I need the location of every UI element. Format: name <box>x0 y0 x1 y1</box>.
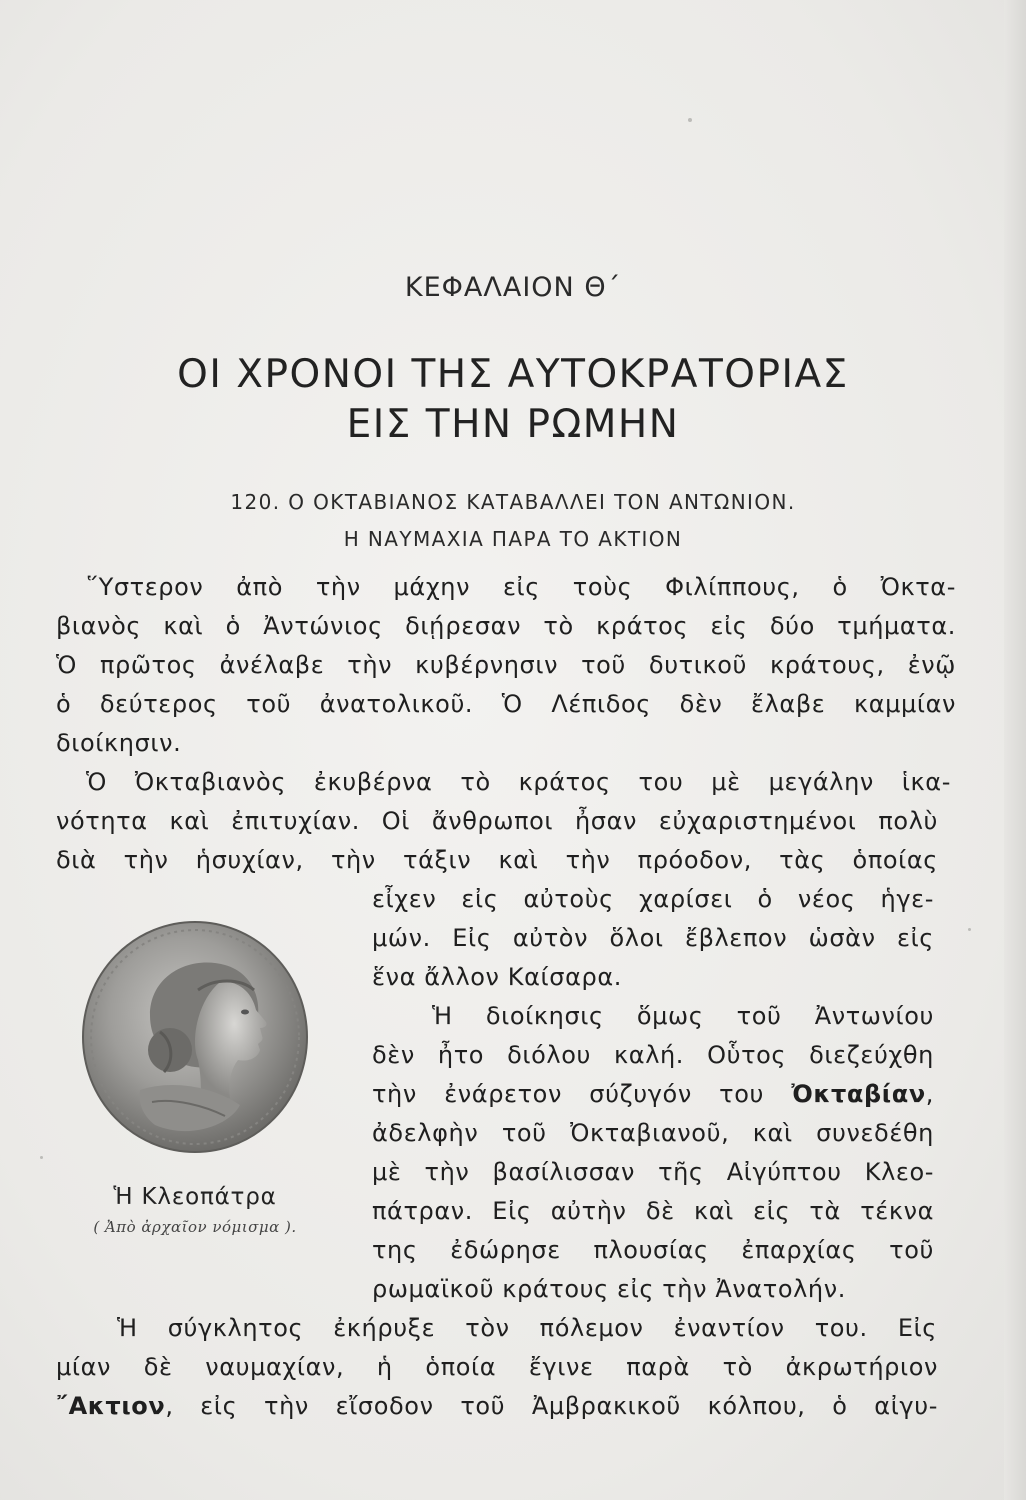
page-edge-shadow <box>1004 0 1026 1500</box>
cleopatra-coin-image <box>80 920 310 1155</box>
figure-subcaption: ( Ἀπὸ ἀρχαῖον νόμισμα ). <box>93 1218 297 1236</box>
text-line: βιανὸς καὶ ὁ Ἀντώνιος διῄρεσαν τὸ κράτος εἰς δύο τμήματα. <box>56 612 956 640</box>
text-line: ρωμαϊκοῦ κράτους εἰς τὴν Ἀνατολήν. <box>372 1275 846 1303</box>
text-line: ῞Υστερον ἀπὸ τὴν μάχην εἰς τοὺς Φιλίππους, ὁ Ὀκτα- <box>86 573 956 601</box>
chapter-title-line-1: ΟΙ ΧΡΟΝΟΙ ΤΗΣ ΑΥΤΟΚΡΑΤΟΡΙΑΣ <box>177 352 849 397</box>
coin-illustration <box>80 920 310 1155</box>
chapter-heading: ΚΕΦΑΛΑΙΟΝ Θ΄ <box>404 272 622 303</box>
text-line: μίαν δὲ ναυμαχίαν, ἡ ὁποία ἔγινε παρὰ τὸ ἀκρωτήριον <box>56 1353 938 1381</box>
text-line: μὲ τὴν βασίλισσαν τῆς Αἰγύπτου Κλεο- <box>372 1158 934 1186</box>
bold-place-actium: ῎Ακτιον <box>56 1392 166 1420</box>
text-line: ἕνα ἄλλον Καίσαρα. <box>372 963 622 991</box>
bold-name-octavia: Ὀκταβίαν <box>791 1080 926 1108</box>
text-line: πάτραν. Εἰς αὐτὴν δὲ καὶ εἰς τὰ τέκνα <box>372 1197 934 1225</box>
text-line: διοίκησιν. <box>56 729 182 757</box>
text-line <box>372 1080 934 1108</box>
text-line: εἶχεν εἰς αὐτοὺς χαρίσει ὁ νέος ἡγε- <box>372 885 934 913</box>
text-line <box>56 1392 938 1420</box>
text-line: Ὁ Ὀκταβιανὸς ἐκυβέρνα τὸ κράτος του μὲ μεγάλην ἱκα- <box>86 768 951 796</box>
text-fragment: , <box>925 1080 934 1108</box>
section-heading-line-1: 120. Ο ΟΚΤΑΒΙΑΝΟΣ ΚΑΤΑΒΑΛΛΕΙ ΤΟΝ ΑΝΤΩΝΙΟΝ. <box>230 490 796 514</box>
chapter-title-line-2: ΕΙΣ ΤΗΝ ΡΩΜΗΝ <box>346 402 680 447</box>
text-line: δὲν ἦτο διόλου καλή. Οὗτος διεζεύχθη <box>372 1041 934 1069</box>
text-line: ἀδελφὴν τοῦ Ὀκταβιανοῦ, καὶ συνεδέθη <box>372 1119 934 1147</box>
text-line: νότητα καὶ ἐπιτυχίαν. Οἱ ἄνθρωποι ἦσαν εὐχαριστημένοι πολὺ <box>56 807 938 835</box>
text-line: Ἡ διοίκησις ὅμως τοῦ Ἀντωνίου <box>432 1002 934 1030</box>
text-line: ὁ δεύτερος τοῦ ἀνατολικοῦ. Ὁ Λέπιδος δὲν ἔλαβε καμμίαν <box>56 690 956 718</box>
text-fragment: , εἰς τὴν εἴσοδον τοῦ Ἀμβρακικοῦ κόλπου, ὁ αἰγυ- <box>165 1392 938 1420</box>
text-line: της ἐδώρησε πλουσίας ἐπαρχίας τοῦ <box>372 1236 934 1264</box>
text-fragment: τὴν ἐνάρετον σύζυγόν του <box>372 1080 764 1108</box>
text-line: Ἡ σύγκλητος ἐκήρυξε τὸν πόλεμον ἐναντίον του. Εἰς <box>117 1314 937 1342</box>
section-heading-line-2: Η ΝΑΥΜΑΧΙΑ ΠΑΡΑ ΤΟ ΑΚΤΙΟΝ <box>343 527 683 551</box>
text-line: μών. Εἰς αὐτὸν ὅλοι ἔβλεπον ὡσὰν εἰς <box>372 924 934 952</box>
text-line: διὰ τὴν ἡσυχίαν, τὴν τάξιν καὶ τὴν πρόοδον, τὰς ὁποίας <box>56 846 938 874</box>
text-line: Ὁ πρῶτος ἀνέλαβε τὴν κυβέρνησιν τοῦ δυτικοῦ κράτους, ἐνῷ <box>56 651 956 679</box>
figure-caption: Ἡ Κλεοπάτρα <box>113 1184 277 1210</box>
